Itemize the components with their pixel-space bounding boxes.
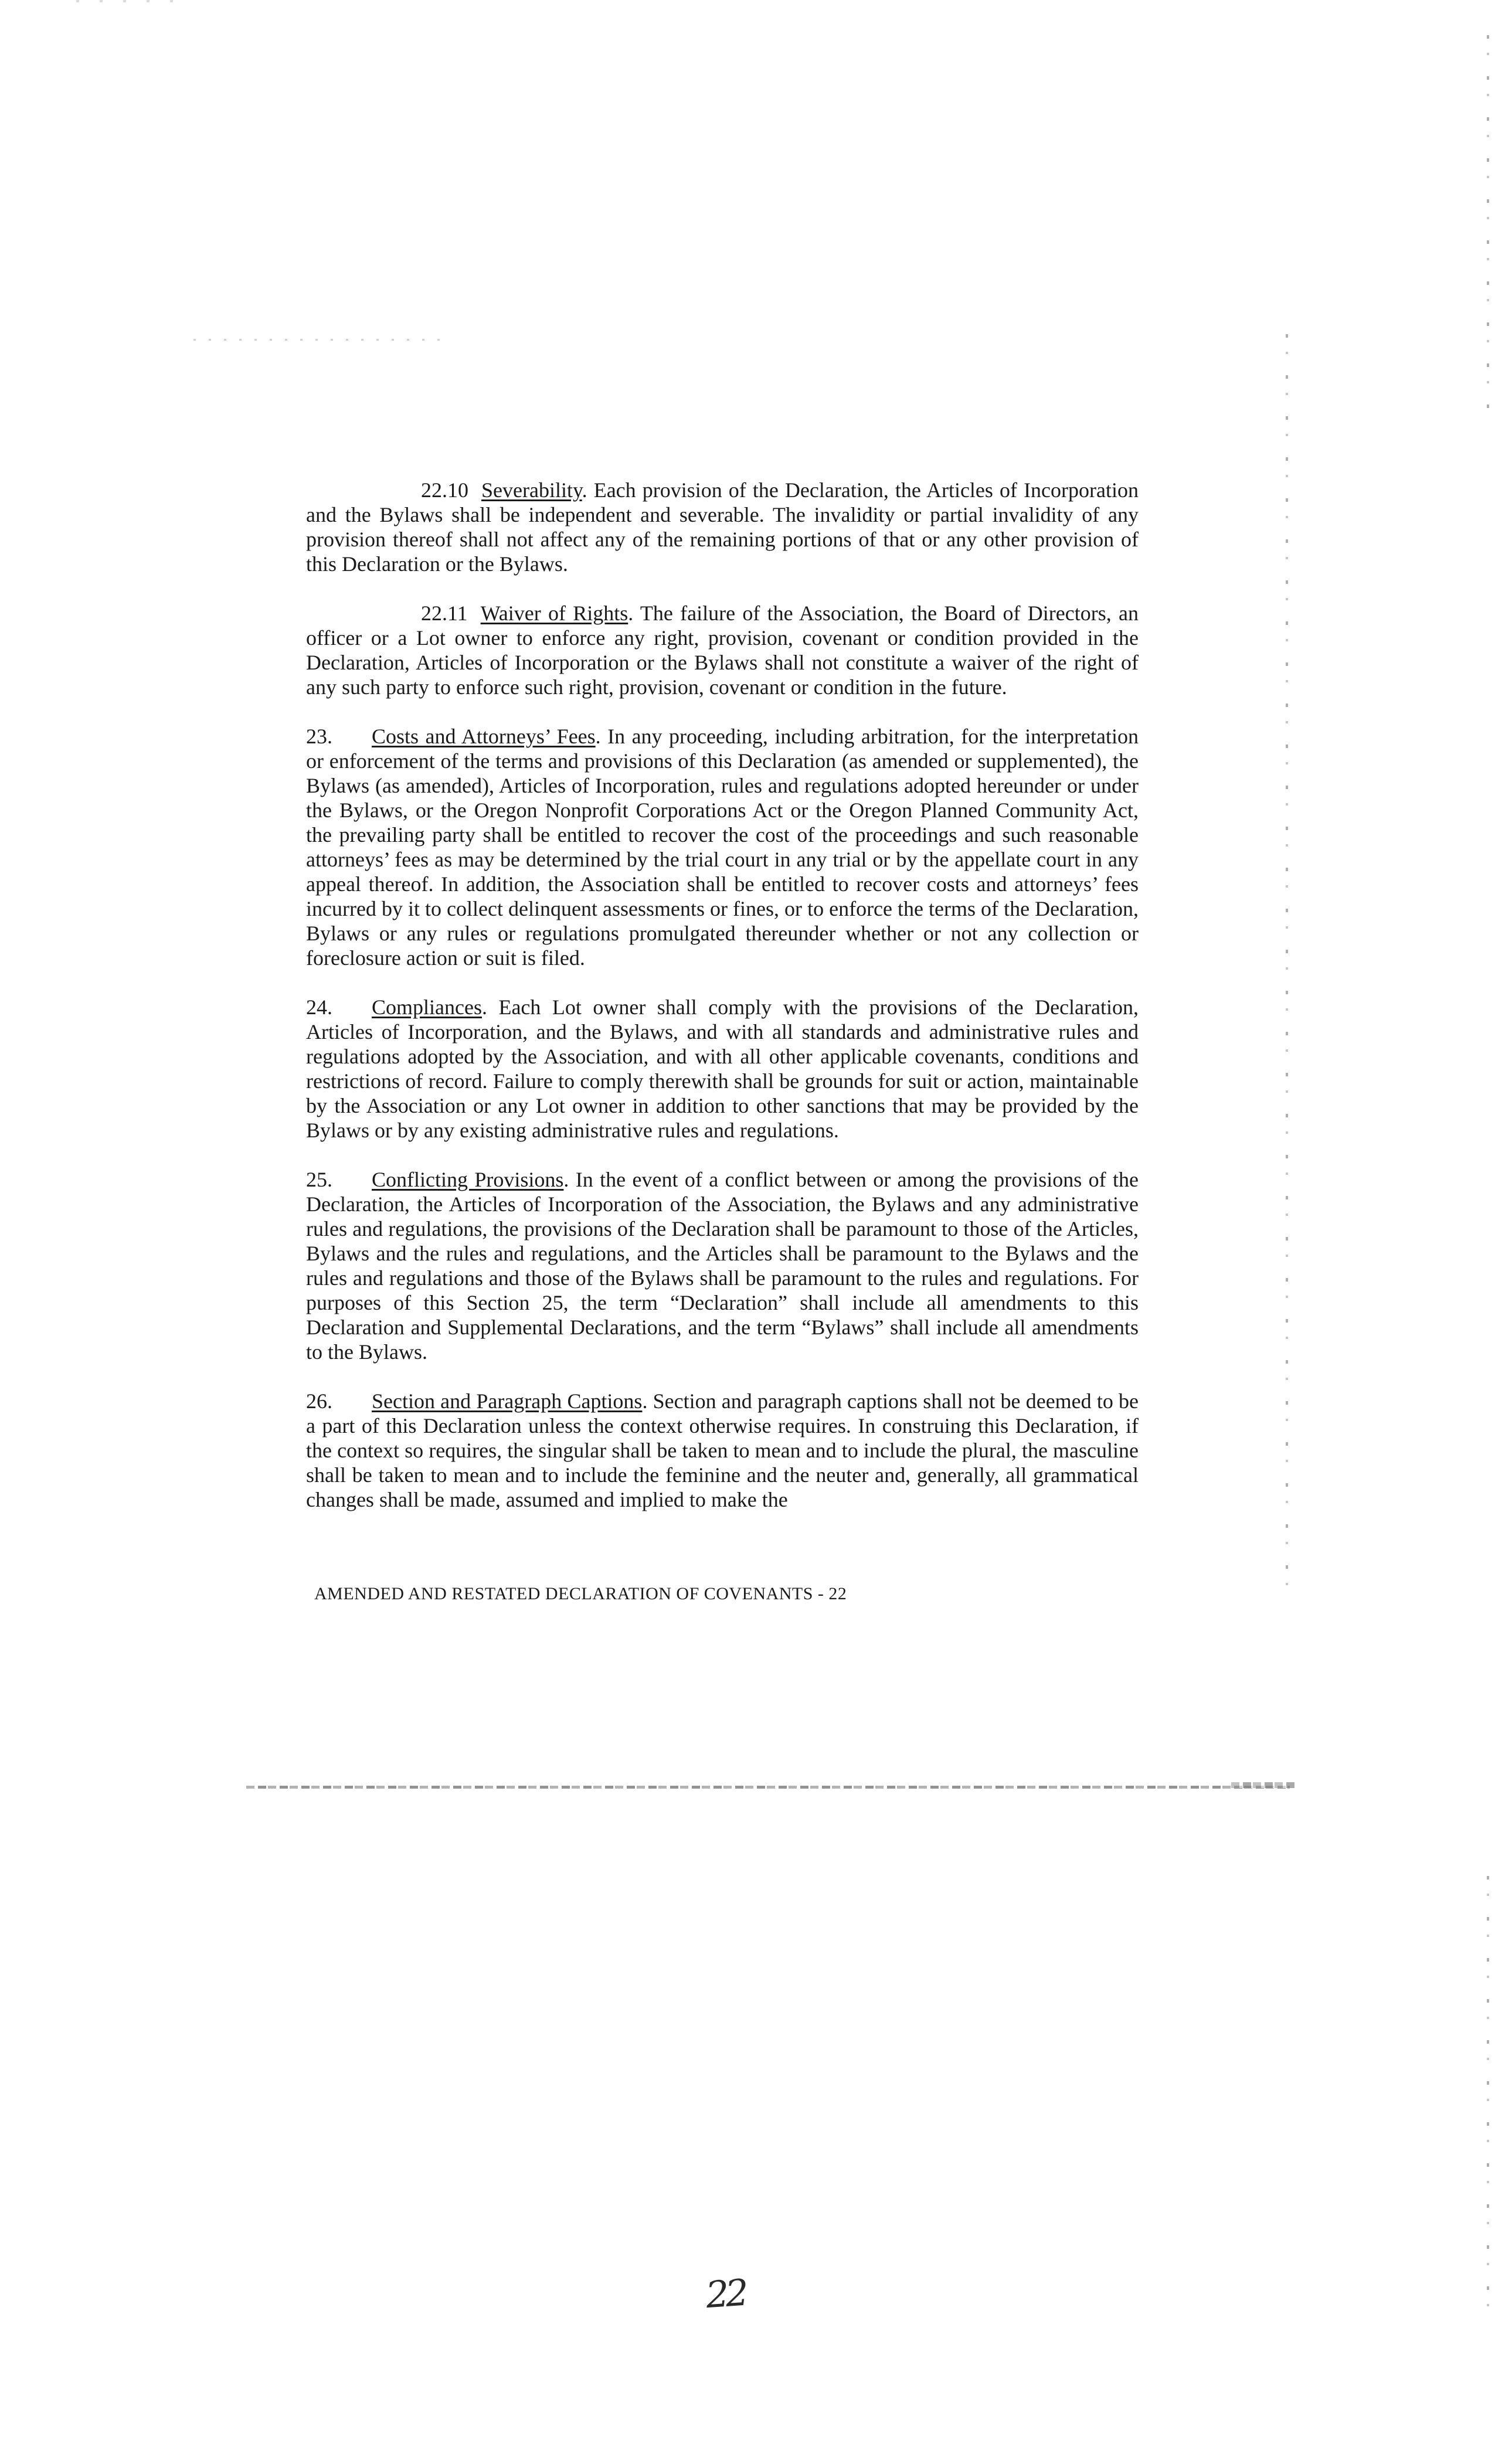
handwritten-page-number: 22 [704, 2271, 747, 2317]
scan-artifact [76, 0, 193, 2]
section-heading: Section and Paragraph Captions [372, 1389, 643, 1413]
scan-edge-marks [1487, 35, 1489, 410]
scan-artifact-line [1231, 1782, 1296, 1788]
scan-edge-marks [1286, 334, 1288, 1589]
scan-artifact-line [246, 1786, 1290, 1789]
section-text: . Section and paragraph captions shall not be deemed to be a part of this Declaration unless the context otherwise requires. In construing this Declaration, if the context so requires, the singular shall be taken to mean and to include the plural, the masculine shall be taken to mean and to include the feminine and the neuter and, generally, all grammatical changes shall be made, assumed and implied to make the [306, 1389, 1139, 1511]
section-heading: Severability [481, 478, 582, 502]
section-heading: Costs and Attorneys’ Fees [372, 725, 596, 748]
section-26 [306, 1389, 1139, 1512]
scan-edge-marks [1487, 1876, 1489, 2322]
section-number: 25. [306, 1168, 332, 1191]
section-number: 23. [306, 725, 332, 748]
section-22-11 [306, 601, 1139, 699]
section-text: . In any proceeding, including arbitration, for the interpretation or enforcement of the terms and provisions of this Declaration (as amended or supplemented), the Bylaws (as amended), Articles of Incorporation, rules and regulations adopted hereunder or under the Bylaws, or the Oregon Nonprofit Corporations Act or the Oregon Planned Community Act, the prevailing party shall be entitled to recover the cost of the proceedings and such reasonable attorneys’ fees as may be determined by the trial court in any trial or by the appellate court in any appeal thereof. In addition, the Association shall be entitled to recover costs and attorneys’ fees incurred by it to collect delinquent assessments or fines, or to enforce the terms of the Declaration, Bylaws or any rules or regulations promulgated thereunder whether or not any collection or foreclosure action or suit is filed. [306, 725, 1139, 970]
section-number: 22.11 [421, 601, 468, 625]
section-text: . Each Lot owner shall comply with the provisions of the Declaration, Articles of Incorporation, and the Bylaws, and with all standards and administrative rules and regulations adopted by the Association, and with all other applicable covenants, conditions and restrictions of record. Failure to comply therewith shall be grounds for suit or action, maintainable by the Association or any Lot owner in addition to other sanctions that may be provided by the Bylaws or by any existing administrative rules and regulations. [306, 995, 1139, 1142]
section-22-10 [306, 478, 1139, 576]
section-text: . In the event of a conflict between or among the provisions of the Declaration, the Articles of Incorporation of the Association, the Bylaws and any administrative rules and regulations, the provisions of the Declaration shall be paramount to those of the Articles, Bylaws and the rules and regulations, and the Articles shall be paramount to the Bylaws and the rules and regulations and those of the Bylaws shall be paramount to the rules and regulations. For purposes of this Section 25, the term “Declaration” shall include all amendments to this Declaration and Supplemental Declarations, and the term “Bylaws” shall include all amendments to the Bylaws. [306, 1168, 1139, 1364]
scan-artifact [193, 339, 451, 341]
section-23 [306, 724, 1139, 970]
section-number: 26. [306, 1389, 332, 1413]
section-number: 22.10 [421, 478, 468, 502]
section-text: . The failure of the Association, the Board of Directors, an officer or a Lot owner to enforce any right, provision, covenant or condition provided in the Declaration, Articles of Incorporation or the Bylaws shall not constitute a waiver of the right of any such party to enforce such right, provision, covenant or condition in the future. [306, 601, 1139, 699]
section-heading: Compliances [372, 995, 482, 1019]
section-text: . Each provision of the Declaration, the Articles of Incorporation and the Bylaws shall be independent and severable. The invalidity or partial invalidity of any provision thereof shall not affect any of the remaining portions of that or any other provision of this Declaration or the Bylaws. [306, 478, 1139, 576]
section-heading: Waiver of Rights [480, 601, 628, 625]
section-heading: Conflicting Provisions [372, 1168, 564, 1191]
section-25 [306, 1167, 1139, 1364]
section-24 [306, 995, 1139, 1143]
document-body [306, 478, 1139, 1537]
section-number: 24. [306, 995, 332, 1019]
page-footer: AMENDED AND RESTATED DECLARATION OF COVENANTS - 22 [314, 1584, 847, 1603]
